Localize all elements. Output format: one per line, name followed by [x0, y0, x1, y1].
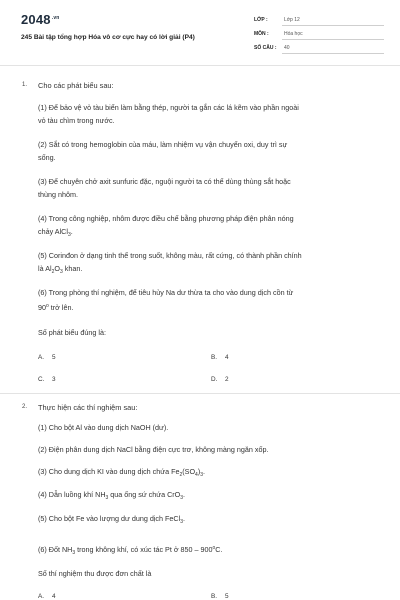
meta-class-line: [282, 25, 384, 26]
question-2-ask: Số thí nghiệm thu được đơn chất là: [38, 569, 152, 578]
meta-count-value: 40: [284, 45, 290, 51]
statement-5-line-1: (5) Corinđon ở dạng tinh thể trong suốt, không màu, rất cứng, có thành phần chính: [38, 251, 302, 260]
question-divider: [0, 393, 400, 394]
statement-6-pre: 90: [38, 302, 46, 312]
question-1-number: 1.: [22, 82, 28, 88]
question-2-number: 2.: [22, 404, 28, 410]
question-2-stem: Thực hiện các thí nghiệm sau:: [38, 403, 138, 412]
option-2-a[interactable]: [38, 593, 56, 600]
option-value: 4: [52, 593, 56, 600]
option-1-b[interactable]: [211, 354, 229, 361]
experiment-5: [38, 513, 382, 529]
experiment-6-end: C.: [215, 545, 223, 554]
option-2-b[interactable]: [211, 593, 229, 600]
site-logo[interactable]: [21, 12, 60, 27]
option-value: 5: [52, 354, 56, 361]
statement-3: [38, 176, 382, 201]
statement-5-end: khan.: [62, 263, 83, 273]
option-key: C.: [38, 376, 45, 383]
statement-4-line-2: [38, 226, 382, 242]
statement-5-sub-1: 2: [51, 268, 55, 275]
option-key: A.: [38, 593, 45, 600]
experiment-4-pre: (4) Dẫn luồng khí NH: [38, 490, 106, 499]
meta-count-line: [282, 53, 384, 54]
statement-6-line-1: (6) Trong phòng thí nghiệm, để tiêu hủy Na dư thừa ta cho vào dung dịch cồn từ: [38, 288, 294, 297]
question-2: [0, 400, 400, 600]
logo-suffix: .vn: [51, 14, 60, 21]
statement-3-line-2: thùng nhôm.: [38, 189, 78, 199]
statement-5-mid: O: [54, 263, 60, 273]
experiment-6: [38, 542, 382, 560]
experiment-6-mid: trong không khí, có xúc tác Pt ở 850 – 900: [75, 545, 213, 554]
logo-text: 2048: [21, 12, 51, 27]
option-1-d[interactable]: [211, 376, 229, 383]
experiment-3-mid: (SO: [182, 467, 196, 476]
meta-class-label: LỚP :: [254, 17, 268, 23]
experiment-3-close: ): [197, 467, 201, 476]
experiment-3-sub-1: 2: [179, 472, 183, 478]
question-1-ask: Số phát biểu đúng là:: [38, 328, 106, 337]
experiment-2: (2) Điện phân dung dịch NaCl bằng điện cực trơ, không màng ngăn xốp.: [38, 445, 269, 454]
option-1-c[interactable]: [38, 376, 56, 383]
statement-2-line-2: sống.: [38, 152, 56, 162]
experiment-1: (1) Cho bột Al vào dung dịch NaOH (dư).: [38, 423, 169, 432]
statement-2: [38, 139, 382, 164]
experiment-4-mid: qua ống sứ chứa CrO: [108, 490, 181, 499]
statement-6-line-2: [38, 300, 382, 315]
experiment-5-pre: (5) Cho bột Fe vào lượng dư dung dịch FeCl: [38, 514, 181, 523]
question-1: [0, 78, 400, 398]
statement-3-line-1: (3) Để chuyên chở axit sunfuric đặc, nguội người ta có thể dùng thùng sắt hoặc: [38, 177, 291, 186]
experiment-5-sub: 3: [180, 519, 183, 525]
option-value: 5: [225, 593, 229, 600]
statement-1-line-1: (1) Để bảo vệ vỏ tàu biển làm bằng thép, người ta gắn các lá kẽm vào phần ngoài: [38, 103, 299, 112]
statement-4-line-1: (4) Trong công nghiệp, nhôm được điều chế bằng phương pháp điện phân nóng: [38, 214, 294, 223]
page-header: [0, 0, 400, 64]
meta-class-value: Lớp 12: [284, 17, 300, 23]
option-value: 2: [225, 376, 229, 383]
option-key: B.: [211, 354, 218, 361]
experiment-5-end: .: [182, 514, 185, 523]
statement-1: [38, 102, 382, 127]
statement-6-end: trở lên.: [48, 302, 74, 312]
option-key: D.: [211, 376, 218, 383]
experiment-4: [38, 489, 382, 505]
experiment-6-pre: (6) Đốt NH: [38, 545, 73, 554]
option-value: 4: [225, 354, 229, 361]
experiment-4-sub-1: 3: [105, 495, 109, 501]
statement-5: [38, 250, 382, 278]
statement-6: [38, 287, 382, 314]
statement-6-superscript: o: [46, 302, 49, 309]
statement-5-pre: là Al: [38, 263, 52, 273]
experiment-3-sub-3: 3: [200, 472, 203, 478]
statement-1-line-2: vỏ tàu chìm trong nước.: [38, 115, 115, 125]
experiment-3-end: .: [203, 467, 205, 476]
statement-4: [38, 213, 382, 241]
option-value: 3: [52, 376, 56, 383]
experiment-4-sub-2: 3: [180, 495, 184, 501]
statement-5-sub-2: 3: [59, 268, 63, 275]
experiment-3-pre: (3) Cho dung dịch KI vào dung dịch chứa Fe: [38, 467, 180, 476]
question-1-stem: Cho các phát biểu sau:: [38, 81, 114, 90]
document-title: 245 Bài tập tổng hợp Hóa vô cơ cực hay có lời giải (P4): [21, 34, 195, 41]
meta-subject-value: Hóa học: [284, 31, 303, 37]
experiment-3: [38, 466, 382, 482]
header-divider: [0, 65, 400, 66]
statement-5-line-2: [38, 263, 382, 279]
statement-4-end: .: [70, 226, 73, 236]
meta-subject-line: [282, 39, 384, 40]
experiment-6-superscript: o: [212, 545, 216, 551]
experiment-6-sub: 3: [72, 550, 76, 556]
statement-4-text: chảy AlCl: [38, 226, 68, 236]
experiment-3-sub-2: 4: [195, 472, 198, 478]
statement-2-line-1: (2) Sắt có trong hemoglobin của máu, làm nhiệm vụ vận chuyển oxi, duy trì sự: [38, 140, 288, 149]
meta-count-label: SỐ CÂU :: [254, 45, 277, 51]
statement-4-subscript: 3: [67, 231, 71, 238]
experiment-4-end: .: [183, 490, 186, 499]
option-key: A.: [38, 354, 45, 361]
option-key: B.: [211, 593, 218, 600]
meta-subject-label: MÔN :: [254, 31, 269, 37]
option-1-a[interactable]: [38, 354, 56, 361]
